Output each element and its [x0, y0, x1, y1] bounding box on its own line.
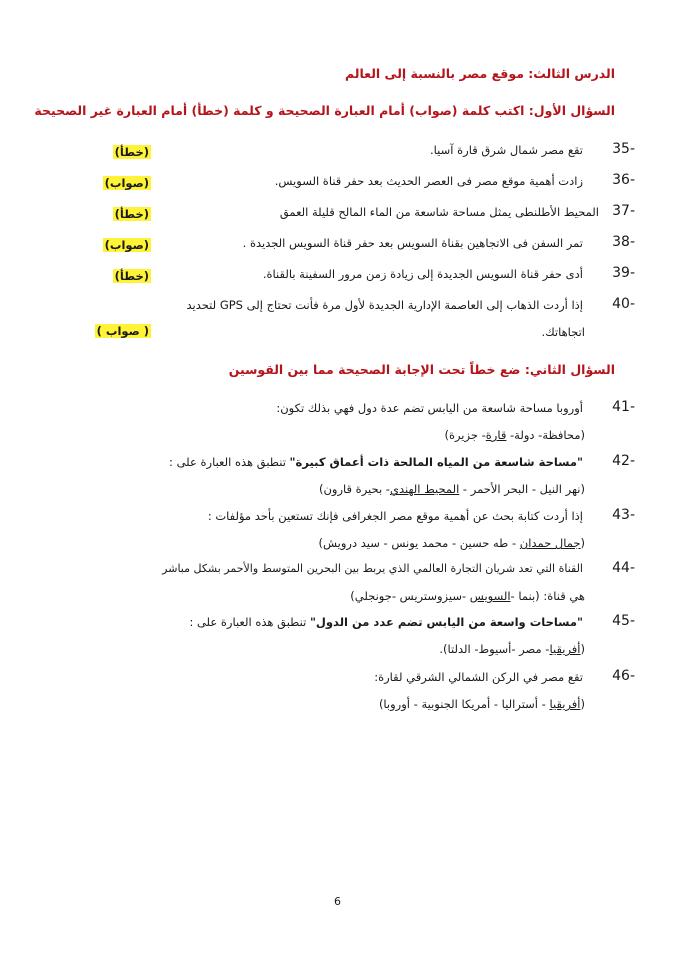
q1-item-40	[20, 296, 635, 346]
item-number: 36-	[612, 172, 635, 188]
answer-highlight: ( صواب )	[96, 324, 149, 338]
answer-options: (أفريقيا- مصر -أسيوط- الدلتا).	[439, 642, 585, 656]
q1-item-35	[20, 141, 635, 167]
item-number: 39-	[612, 265, 635, 281]
answer-highlight: (خطأ)	[114, 269, 149, 283]
q2-item-41	[20, 399, 635, 449]
correct-answer: جمال حمدان	[519, 536, 581, 550]
item-statement: تقع مصر شمال شرق قارة آسيا.	[430, 143, 583, 157]
answer-options: (جمال حمدان - طه حسين - محمد يونس - سيد درويش)	[318, 536, 585, 550]
q2-item-44	[20, 560, 635, 610]
answer-highlight: (صواب)	[104, 176, 149, 190]
item-number: 41-	[612, 399, 635, 415]
item-statement: إذا أردت الذهاب إلى العاصمة الإدارية الجديدة لأول مرة فأنت تحتاج إلى GPS لتحديد	[186, 298, 583, 312]
answer-options: (محافظة- دولة- قارة- جزيرة)	[444, 428, 585, 442]
answer-options: (نهر النيل - البحر الأحمر - المحيط الهندي- بحيرة قارون)	[318, 482, 585, 496]
item-number: 35-	[612, 141, 635, 157]
item-number: 44-	[612, 560, 635, 576]
question-1-heading: السؤال الأول: اكتب كلمة (صواب) أمام العبارة الصحيحة و كلمة (خطأ) أمام العبارة غير الصحيحة	[34, 103, 615, 118]
q2-item-46	[20, 668, 635, 718]
q2-item-42	[20, 453, 635, 503]
answer-highlight: (خطأ)	[114, 145, 149, 159]
question-2-heading: السؤال الثاني: ضع خطاً تحت الإجابة الصحيحة مما بين القوسين	[228, 362, 615, 377]
item-statement: المحيط الأطلنطى يمثل مساحة شاسعة من الماء المالح قليلة العمق	[279, 205, 599, 219]
item-number: 37-	[612, 203, 635, 219]
item-number: 40-	[612, 296, 635, 312]
item-statement: تمر السفن فى الاتجاهين بقناة السويس بعد حفر قناة السويس الجديدة .	[242, 236, 583, 250]
answer-highlight: (صواب)	[104, 238, 149, 252]
answer-options: (أفريقيا - أستراليا - أمريكا الجنوبية - أوروبا)	[378, 697, 585, 711]
item-statement: القناة التي تعد شريان التجارة العالمي الذي يربط بين البحرين المتوسط والأحمر بشكل مباشر	[162, 562, 583, 575]
q1-item-37	[20, 203, 635, 229]
item-number: 43-	[612, 507, 635, 523]
item-statement: "مساحات واسعة من اليابس تضم عدد من الدول" تنطبق هذه العبارة على :	[189, 615, 583, 629]
item-number: 42-	[612, 453, 635, 469]
correct-answer: أفريقيا	[549, 697, 581, 711]
item-statement: إذا أردت كتابة بحث عن أهمية موقع مصر الجغرافى فإنك تستعين بأحد مؤلفات :	[207, 509, 583, 523]
answer-options: هي قناة: (بنما -السويس -سيزوستريس -جونجلي)	[350, 589, 585, 603]
item-statement: "مساحة شاسعة من المياه المالحة ذات أعماق كبيرة" تنطبق هذه العبارة على :	[169, 455, 583, 469]
q1-item-36	[20, 172, 635, 198]
correct-answer: السويس	[469, 589, 511, 603]
item-statement-continued: اتجاهاتك.	[541, 325, 585, 339]
page-number: 6	[334, 895, 341, 908]
item-number: 38-	[612, 234, 635, 250]
lesson-title: الدرس الثالث: موقع مصر بالنسبة إلى العالم	[344, 66, 615, 81]
item-number: 46-	[612, 668, 635, 684]
q1-item-38	[20, 234, 635, 260]
q2-item-43	[20, 507, 635, 557]
q2-item-45	[20, 613, 635, 663]
q1-item-39	[20, 265, 635, 291]
item-number: 45-	[612, 613, 635, 629]
correct-answer: قارة	[485, 428, 507, 442]
item-statement: أوروبا مساحة شاسعة من اليابس تضم عدة دول فهي بذلك تكون:	[276, 401, 583, 415]
item-statement: أدى حفر قناة السويس الجديدة إلى زيادة زمن مرور السفينة بالقناة.	[262, 267, 583, 281]
item-statement: زادت أهمية موقع مصر فى العصر الحديث بعد حفر قناة السويس.	[274, 174, 583, 188]
item-statement: تقع مصر في الركن الشمالي الشرقي لقارة:	[374, 670, 583, 684]
correct-answer: المحيط الهندي	[389, 482, 460, 496]
correct-answer: أفريقيا	[549, 642, 581, 656]
answer-highlight: (خطأ)	[114, 207, 149, 221]
